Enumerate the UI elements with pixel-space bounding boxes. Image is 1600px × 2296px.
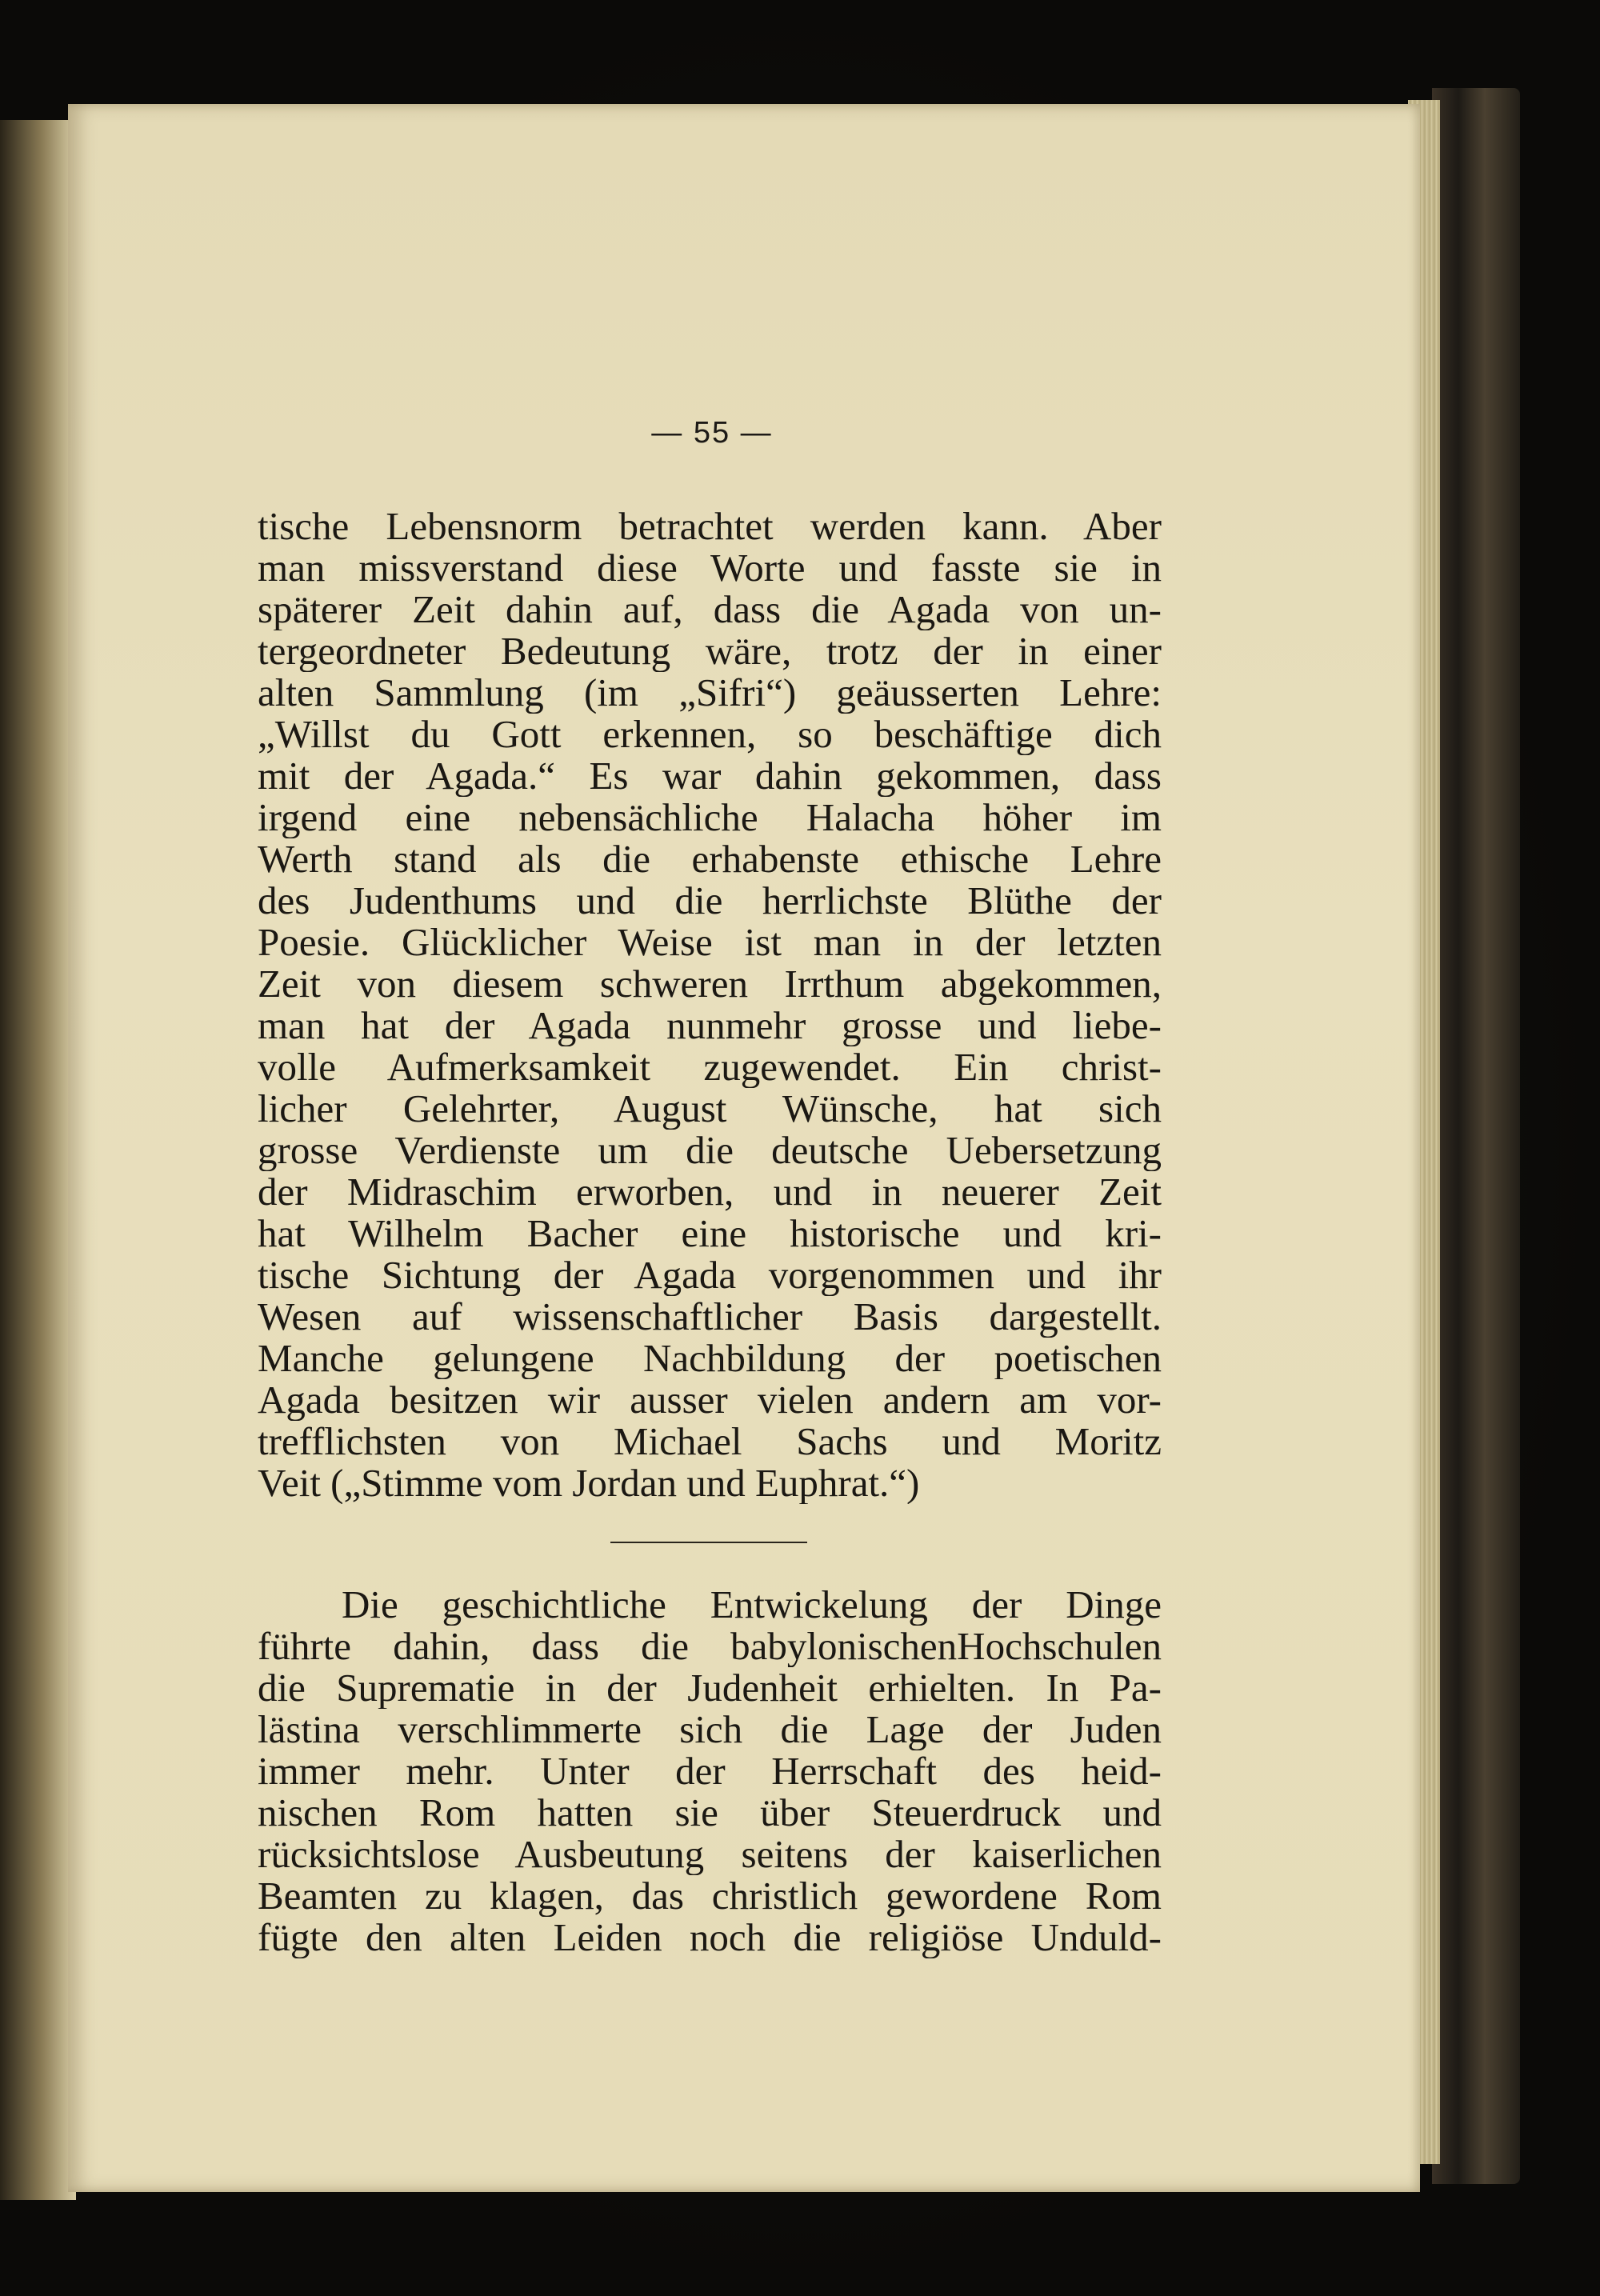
paragraph-2	[258, 1584, 1162, 1958]
text-line: späterer Zeit dahin auf, dass die Agada von un-	[258, 589, 1162, 630]
previous-page-edge	[0, 120, 76, 2200]
text-line: alten Sammlung (im „Sifri“) geäusserten Lehre:	[258, 672, 1162, 714]
text-line: Beamten zu klagen, das christlich gewordene Rom	[258, 1875, 1162, 1917]
text-line: rücksichtslose Ausbeutung seitens der kaiserlichen	[258, 1834, 1162, 1875]
text-line: man missverstand diese Worte und fasste sie in	[258, 547, 1162, 589]
text-line: Werth stand als die erhabenste ethische Lehre	[258, 838, 1162, 880]
text-line: hat Wilhelm Bacher eine historische und kri-	[258, 1213, 1162, 1254]
text-line: fügte den alten Leiden noch die religiöse Unduld-	[258, 1917, 1162, 1958]
text-line: irgend eine nebensächliche Halacha höher im	[258, 797, 1162, 838]
text-line: mit der Agada.“ Es war dahin gekommen, dass	[258, 755, 1162, 797]
text-line: trefflichsten von Michael Sachs und Moritz	[258, 1421, 1162, 1462]
text-line: nischen Rom hatten sie über Steuerdruck und	[258, 1792, 1162, 1834]
text-line: Wesen auf wissenschaftlicher Basis dargestellt.	[258, 1296, 1162, 1338]
text-line: immer mehr. Unter der Herrschaft des heid-	[258, 1750, 1162, 1792]
text-line: Zeit von diesem schweren Irrthum abgekommen,	[258, 963, 1162, 1005]
text-line: man hat der Agada nunmehr grosse und liebe-	[258, 1005, 1162, 1046]
text-line: die Suprematie in der Judenheit erhielten. In Pa-	[258, 1667, 1162, 1709]
text-line: Die geschichtliche Entwickelung der Dinge	[342, 1584, 1162, 1626]
text-line: Poesie. Glücklicher Weise ist man in der letzten	[258, 922, 1162, 963]
text-line: „Willst du Gott erkennen, so beschäftige dich	[258, 714, 1162, 755]
text-line: Manche gelungene Nachbildung der poetischen	[258, 1338, 1162, 1379]
page-number: — 55 —	[651, 416, 773, 450]
book-cover-edge	[1432, 88, 1520, 2184]
text-line: lästina verschlimmerte sich die Lage der Juden	[258, 1709, 1162, 1750]
text-line: tische Sichtung der Agada vorgenommen und ihr	[258, 1254, 1162, 1296]
text-line: führte dahin, dass die babylonischenHochschulen	[258, 1626, 1162, 1667]
text-line: grosse Verdienste um die deutsche Uebersetzung	[258, 1130, 1162, 1171]
text-line: licher Gelehrter, August Wünsche, hat sich	[258, 1088, 1162, 1130]
paragraph-1	[258, 506, 1162, 1504]
text-line: Veit („Stimme vom Jordan und Euphrat.“)	[258, 1462, 920, 1504]
text-line: der Midraschim erworben, und in neuerer Zeit	[258, 1171, 1162, 1213]
text-line: Agada besitzen wir ausser vielen andern am vor-	[258, 1379, 1162, 1421]
text-line: des Judenthums und die herrlichste Blüthe der	[258, 880, 1162, 922]
text-line: tergeordneter Bedeutung wäre, trotz der in einer	[258, 630, 1162, 672]
section-separator-rule	[610, 1542, 807, 1543]
text-line: tische Lebensnorm betrachtet werden kann. Aber	[258, 506, 1162, 547]
text-line: volle Aufmerksamkeit zugewendet. Ein christ-	[258, 1046, 1162, 1088]
